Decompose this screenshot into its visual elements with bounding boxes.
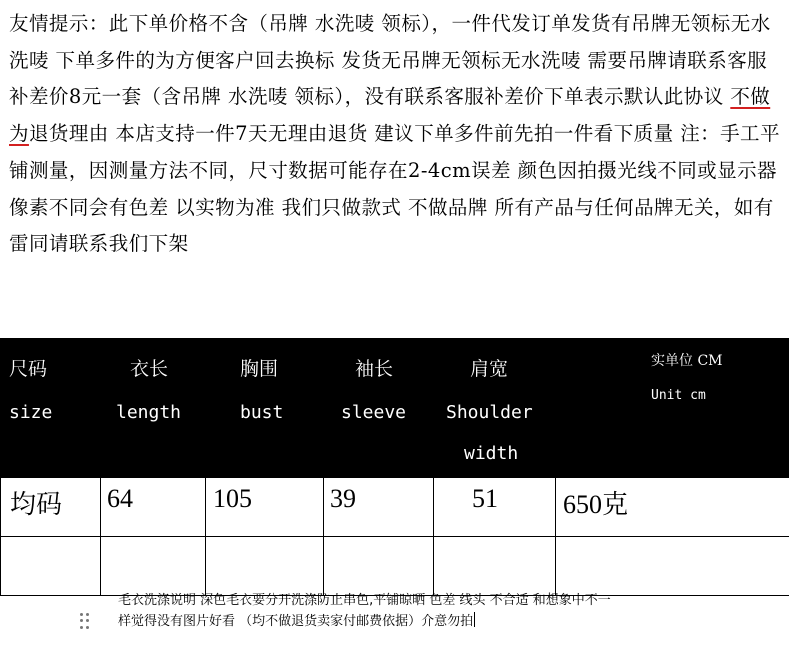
care-line-1: 毛衣洗涤说明 深色毛衣要分开洗涤防止串色,平铺晾晒 色差 线头 不合适 和想象中不一 [118, 593, 611, 608]
cell-empty [206, 537, 324, 596]
table-row [1, 537, 789, 596]
cell-empty [101, 537, 206, 596]
notice-text [9, 6, 785, 263]
drag-handle-icon[interactable] [80, 613, 90, 629]
header-bust-en: bust [240, 402, 284, 423]
size-table-header [0, 338, 789, 477]
cell-empty [556, 537, 789, 596]
header-sleeve-cn: 袖长 [355, 358, 394, 380]
text-cursor [474, 612, 475, 627]
cell-empty [434, 537, 556, 596]
notice-underlined-phrase: 不做为 [9, 85, 771, 146]
header-shoulder-cn: 肩宽 [470, 358, 509, 380]
header-size-en: size [9, 402, 53, 423]
notice-part-2: 退货理由 本店支持一件7天无理由退货 建议下单多件前先拍一件看下质量 注：手工平铺测量，因测量方法不同，尺寸数据可能存在2-4cm误差 颜色因拍摄光线不同或显示器像素不同会有色差 以实物为准 我们只做款式 不做品牌 所有产品与任何品牌无关，如有雷同请联系我们下架 [9, 122, 780, 256]
cell-size: 均码 [1, 478, 101, 537]
header-size-cn: 尺码 [9, 358, 48, 380]
cell-shoulder: 51 [434, 478, 556, 537]
cell-weight: 650克 [556, 478, 789, 537]
header-unit-en: Unit cm [651, 388, 706, 403]
cell-bust: 105 [206, 478, 324, 537]
cell-length: 64 [101, 478, 206, 537]
table-row [1, 478, 789, 537]
header-unit-cn: 实单位 CM [651, 353, 723, 369]
cell-empty [324, 537, 434, 596]
care-instructions[interactable] [118, 590, 698, 632]
notice-part-1: 友情提示：此下单价格不含（吊牌 水洗唛 领标），一件代发订单发货有吊牌无领标无水洗唛 下单多件的为方便客户回去换标 发货无吊牌无领标无水洗唛 需要吊牌请联系客服补差价8元一套（含吊牌 水洗唛 领标），没有联系客服补差价下单表示默认此协议 [9, 12, 771, 109]
care-line-2: 样觉得没有图片好看 （均不做退货卖家付邮费依据）介意勿拍 [118, 614, 474, 629]
cell-empty [1, 537, 101, 596]
cell-sleeve: 39 [324, 478, 434, 537]
size-table-body [0, 477, 789, 596]
header-sleeve-en: sleeve [341, 402, 407, 423]
header-shoulder-en: Shoulder [446, 402, 533, 423]
header-length-en: length [116, 402, 182, 423]
header-length-cn: 衣长 [130, 358, 169, 380]
header-width-en: width [464, 443, 519, 464]
header-bust-cn: 胸围 [240, 358, 279, 380]
